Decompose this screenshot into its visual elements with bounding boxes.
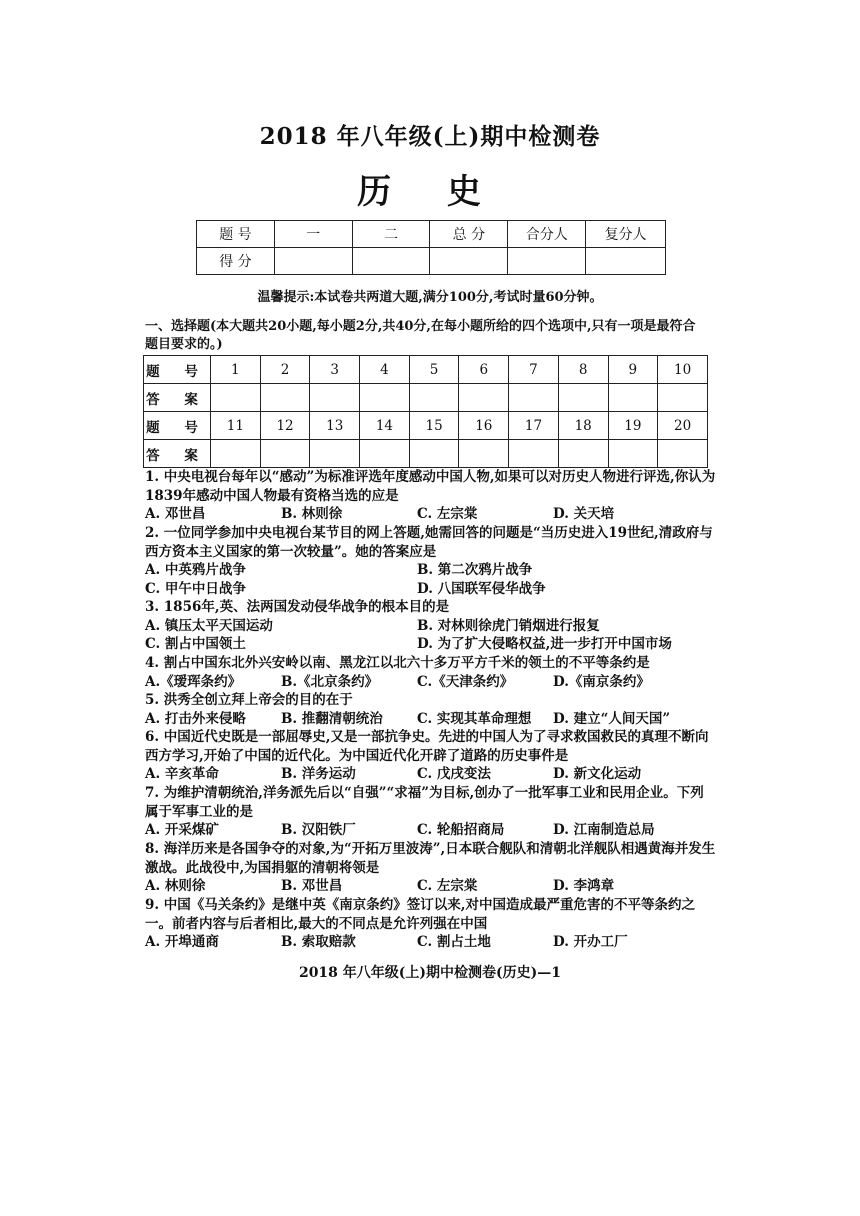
option[interactable]: B. 洋务运动: [281, 766, 356, 782]
score-header-cell: 总 分: [430, 221, 508, 248]
question-4: [145, 654, 717, 691]
option-list: [145, 877, 717, 896]
grid-number: 8: [558, 356, 608, 384]
score-header-cell: 复分人: [586, 221, 666, 248]
exam-title: 2018 年八年级(上)期中检测卷: [259, 123, 601, 150]
grid-number: 11: [211, 412, 261, 440]
answer-cell[interactable]: [558, 384, 608, 412]
option[interactable]: D. 李鸿章: [553, 878, 615, 894]
option[interactable]: D. 建立“人间天国”: [553, 710, 671, 727]
score-blank-cell[interactable]: [430, 248, 508, 275]
option[interactable]: C. 左宗棠: [417, 878, 478, 894]
option-list: [145, 617, 717, 654]
page-footer: 2018 年八年级(上)期中检测卷(历史)—1: [298, 965, 562, 981]
answer-cell[interactable]: [658, 384, 708, 412]
grid-label: 答 案: [144, 384, 211, 412]
grid-number: 6: [459, 356, 509, 384]
answer-cell[interactable]: [459, 384, 509, 412]
question-9: [145, 896, 717, 952]
section-heading: 一、选择题(本大题共20小题,每小题2分,共40分,在每小题所给的四个选项中,只有一项是最符合题目要求的。): [145, 319, 696, 352]
score-table-row: [197, 248, 666, 275]
score-table: [196, 220, 666, 275]
exam-tip: 温馨提示:本试卷共两道大题,满分100分,考试时量60分钟。: [257, 290, 603, 305]
question-stem: 3. 1856年,英、法两国发动侵华战争的根本目的是: [145, 599, 450, 615]
option[interactable]: B. 第二次鸦片战争: [417, 562, 533, 578]
grid-number: 10: [658, 356, 708, 384]
option[interactable]: B. 邓世昌: [281, 878, 343, 894]
option[interactable]: A. 开采煤矿: [145, 822, 219, 838]
option[interactable]: B. 推翻清朝统治: [281, 710, 383, 727]
option-list: [145, 710, 717, 729]
score-blank-cell[interactable]: [508, 248, 586, 275]
question-stem: 7. 为维护清朝统治,洋务派先后以“自强”“求福”为目标,创办了一批军事工业和民用企业。下列属于军事工业的是: [145, 785, 704, 820]
option-list: [145, 765, 717, 784]
question-3: [145, 598, 717, 654]
answer-cell[interactable]: [608, 440, 658, 468]
option[interactable]: B. 林则徐: [281, 506, 343, 522]
option[interactable]: A. 林则徐: [145, 878, 206, 894]
question-stem: 2. 一位同学参加中央电视台某节目的网上答题,她需回答的问题是“当历史进入19世纪,清政府与西方资本主义国家的第一次较量”。她的答案应是: [145, 525, 713, 560]
option[interactable]: C. 轮船招商局: [417, 822, 505, 838]
option[interactable]: A. 邓世昌: [145, 506, 206, 522]
grid-label: 题 号: [144, 356, 211, 384]
option[interactable]: D. 关天培: [553, 506, 615, 522]
score-blank-cell[interactable]: [586, 248, 666, 275]
answer-cell[interactable]: [608, 384, 658, 412]
answer-grid-number-row: [144, 412, 708, 440]
grid-number: 1: [211, 356, 261, 384]
answer-cell[interactable]: [509, 440, 559, 468]
option[interactable]: D.《南京条约》: [553, 673, 650, 690]
option[interactable]: D. 开办工厂: [553, 934, 628, 950]
grid-number: 9: [608, 356, 658, 384]
question-8: [145, 840, 717, 896]
grid-number: 15: [409, 412, 459, 440]
score-blank-cell[interactable]: [274, 248, 352, 275]
grid-number: 17: [509, 412, 559, 440]
option[interactable]: B. 对林则徐虎门销烟进行报复: [417, 617, 600, 634]
answer-cell[interactable]: [409, 384, 459, 412]
question-1: [145, 468, 717, 524]
option-list: [145, 821, 717, 840]
answer-grid: [143, 355, 708, 468]
option-list: [145, 505, 717, 524]
option[interactable]: C. 左宗棠: [417, 506, 478, 522]
question-stem: 4. 割占中国东北外兴安岭以南、黑龙江以北六十多万平方千米的领土的不平等条约是: [145, 655, 650, 671]
answer-cell[interactable]: [260, 384, 310, 412]
option[interactable]: B. 汉阳铁厂: [281, 822, 356, 838]
question-6: [145, 728, 717, 784]
option[interactable]: A. 开埠通商: [145, 934, 219, 950]
option[interactable]: C. 割占中国领土: [145, 636, 246, 652]
subject-title: 历 史: [357, 172, 503, 212]
question-stem: 9. 中国《马关条约》是继中英《南京条约》签订以来,对中国造成最严重危害的不平等条约之一。前者内容与后者相比,最大的不同点是允许列强在中国: [145, 897, 695, 932]
question-stem: 8. 海洋历来是各国争夺的对象,为“开拓万里波涛”,日本联合舰队和清朝北洋舰队相遇黄海并发生激战。此战役中,为国捐躯的清朝将领是: [145, 841, 716, 876]
grid-label: 题 号: [144, 412, 211, 440]
grid-number: 13: [310, 412, 360, 440]
grid-number: 3: [310, 356, 360, 384]
option[interactable]: A. 镇压太平天国运动: [145, 617, 273, 634]
option[interactable]: D. 为了扩大侵略权益,进一步打开中国市场: [417, 636, 672, 652]
grid-number: 16: [459, 412, 509, 440]
answer-cell[interactable]: [310, 384, 360, 412]
question-stem: 6. 中国近代史既是一部屈辱史,又是一部抗争史。先进的中国人为了寻求救国救民的真理不断向西方学习,开始了中国的近代化。为中国近代化开辟了道路的历史事件是: [145, 729, 709, 764]
score-header-cell: 一: [274, 221, 352, 248]
grid-number: 12: [260, 412, 310, 440]
answer-grid-answer-row: [144, 384, 708, 412]
answer-cell[interactable]: [260, 440, 310, 468]
grid-number: 5: [409, 356, 459, 384]
score-label-cell: 得 分: [197, 248, 275, 275]
option[interactable]: B. 索取赔款: [281, 934, 356, 950]
option[interactable]: D. 江南制造总局: [553, 822, 655, 838]
option-list: [145, 933, 717, 952]
grid-number: 7: [509, 356, 559, 384]
option[interactable]: A. 辛亥革命: [145, 766, 219, 782]
grid-number: 2: [260, 356, 310, 384]
option[interactable]: C. 戊戌变法: [417, 766, 491, 782]
question-7: [145, 784, 717, 840]
answer-cell[interactable]: [558, 440, 608, 468]
answer-cell[interactable]: [459, 440, 509, 468]
score-header-cell: 二: [352, 221, 430, 248]
answer-cell[interactable]: [409, 440, 459, 468]
option[interactable]: C. 甲午中日战争: [145, 580, 246, 597]
answer-cell[interactable]: [658, 440, 708, 468]
grid-number: 19: [608, 412, 658, 440]
score-header-cell: 合分人: [508, 221, 586, 248]
option[interactable]: C. 割占土地: [417, 934, 491, 950]
answer-cell[interactable]: [211, 384, 261, 412]
option[interactable]: B.《北京条约》: [281, 673, 379, 690]
question-stem: 5. 洪秀全创立拜上帝会的目的在于: [145, 692, 353, 708]
option[interactable]: C.《天津条约》: [417, 673, 514, 690]
option[interactable]: A. 打击外来侵略: [145, 710, 246, 727]
answer-grid-answer-row: [144, 440, 708, 468]
answer-cell[interactable]: [509, 384, 559, 412]
question-stem: 1. 中央电视台每年以“感动”为标准评选年度感动中国人物,如果可以对历史人物进行评选,你认为1839年感动中国人物最有资格当选的应是: [145, 469, 716, 504]
grid-number: 18: [558, 412, 608, 440]
grid-number: 4: [360, 356, 410, 384]
option[interactable]: D. 新文化运动: [553, 766, 642, 782]
option[interactable]: A.《瑷珲条约》: [145, 673, 242, 690]
score-header-cell: 题 号: [197, 221, 275, 248]
score-table-row: [197, 221, 666, 248]
answer-cell[interactable]: [360, 384, 410, 412]
option-list: [145, 561, 717, 598]
option[interactable]: C. 实现其革命理想: [417, 710, 532, 727]
answer-grid-number-row: [144, 356, 708, 384]
answer-cell[interactable]: [310, 440, 360, 468]
question-5: [145, 691, 717, 728]
grid-number: 14: [360, 412, 410, 440]
score-blank-cell[interactable]: [352, 248, 430, 275]
option[interactable]: A. 中英鸦片战争: [145, 562, 246, 578]
answer-cell[interactable]: [211, 440, 261, 468]
grid-number: 20: [658, 412, 708, 440]
option-list: [145, 673, 717, 692]
grid-label: 答 案: [144, 440, 211, 468]
option[interactable]: D. 八国联军侵华战争: [417, 580, 546, 597]
question-2: [145, 524, 717, 598]
answer-cell[interactable]: [360, 440, 410, 468]
